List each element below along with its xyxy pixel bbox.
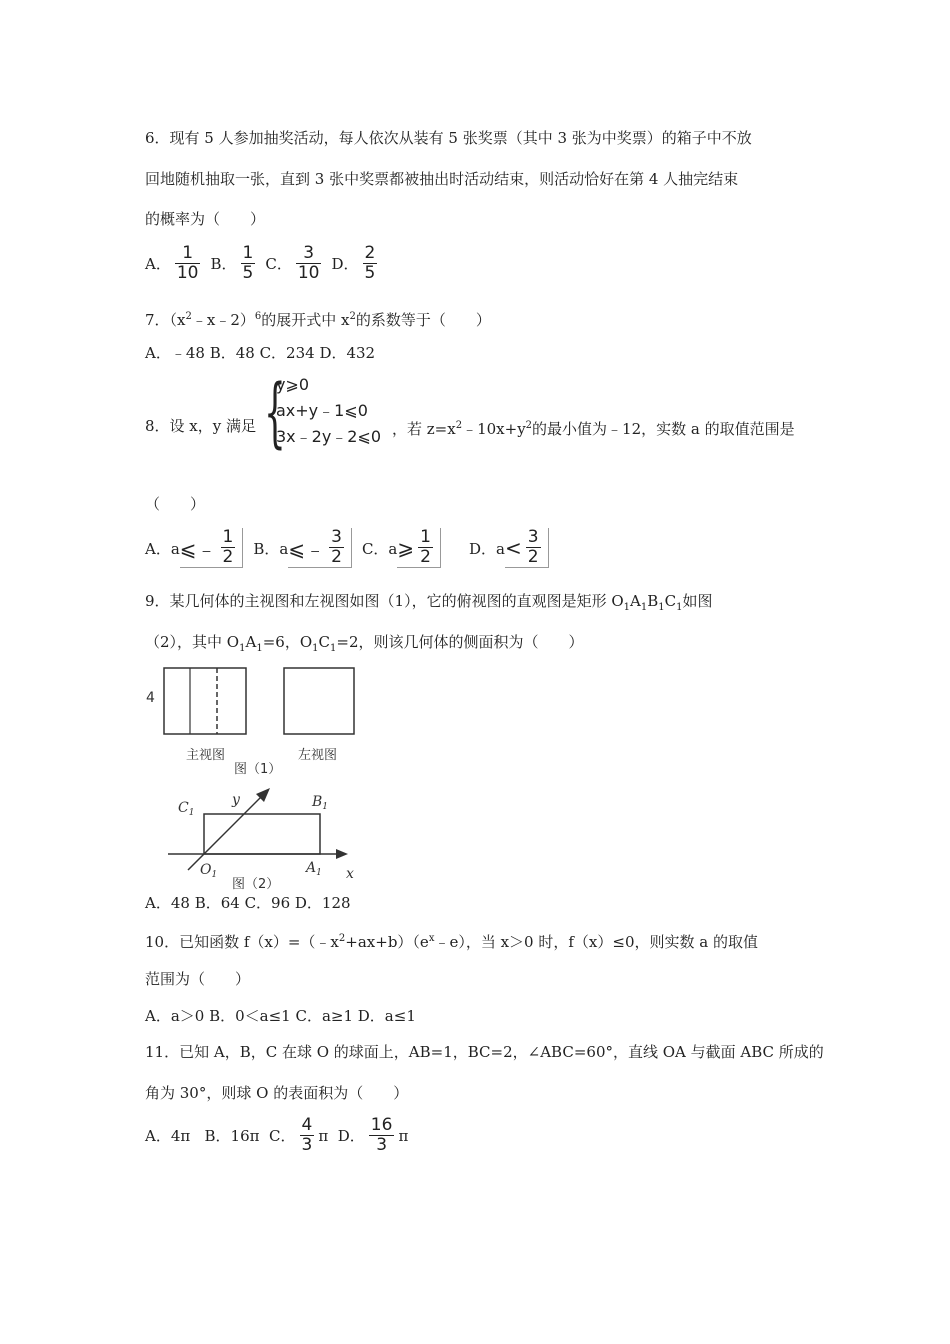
- q8-options: [145, 528, 555, 568]
- q6-option-a: [145, 244, 204, 283]
- q8-pre: 8．设 x，y 满足: [145, 417, 257, 435]
- q6-option-c: [265, 244, 325, 283]
- x-axis-arrow-icon: [336, 849, 348, 859]
- fraction: [296, 244, 322, 283]
- figure-2-intuitive-view: [160, 782, 370, 892]
- denominator: 10: [176, 263, 199, 283]
- q11-option-d-label: D．: [328, 1127, 365, 1145]
- fraction: [175, 244, 201, 283]
- q8-paren: （ ）: [145, 495, 206, 513]
- option-label: C．: [265, 255, 292, 273]
- inequality: y⩾0: [276, 375, 310, 394]
- y-axis-label: y: [232, 792, 240, 808]
- pi-symbol: π: [398, 1126, 409, 1145]
- q9-line1: 9．某几何体的主视图和左视图如图（1），它的俯视图的直观图是矩形 $O_1A_1B_1C_1$如图: [145, 592, 713, 613]
- q11-options: [145, 1116, 408, 1155]
- side-length-label: 4: [146, 690, 155, 706]
- point-a1-label: $A_1$: [306, 860, 322, 878]
- left-view-label: 左视图: [298, 748, 338, 763]
- numerator: 2: [364, 243, 376, 263]
- left-view-rect: [284, 668, 354, 734]
- fraction: [241, 244, 256, 283]
- inequality: ax+y﹣1⩽0: [276, 401, 368, 420]
- point-o1-label: $O_1$: [200, 862, 218, 880]
- figure-2-caption: 图（2）: [232, 877, 280, 892]
- q11-line2: 角为 30°，则球 O 的表面积为（ ）: [145, 1084, 409, 1102]
- q6-line2: 回地随机抽取一张，直到 3 张中奖票都被抽出时活动结束，则活动恰好在第 4 人抽完结束: [145, 170, 739, 188]
- q8-option-d: D．a < $\frac{3}{2}$: [469, 528, 549, 568]
- q6-line1: 6．现有 5 人参加抽奖活动，每人依次从装有 5 张奖票（其中 3 张为中奖票）的箱子中不放: [145, 129, 752, 147]
- figure-1-views: [140, 660, 370, 780]
- q11-option-c-fraction: $\frac{4}{3}$: [301, 1115, 313, 1155]
- rectangle-o1a1b1c1: [204, 814, 320, 854]
- q8-option-a: A．a ⩽﹣ $\frac{1}{2}$: [145, 528, 243, 568]
- q11-options-ab: A．4π B．16π C．: [145, 1127, 296, 1145]
- point-c1-label: $C_1$: [178, 800, 195, 818]
- brace-icon: {: [264, 367, 286, 456]
- q11-line1: 11．已知 A，B，C 在球 O 的球面上，AB=1，BC=2，∠ABC=60°，直线 OA 与截面 ABC 所成的: [145, 1043, 824, 1061]
- x-axis-label: x: [346, 866, 354, 882]
- denominator: 5: [364, 263, 376, 283]
- front-view-rect: [164, 668, 246, 734]
- denominator: 5: [242, 263, 254, 283]
- front-view-label: 主视图: [186, 748, 226, 763]
- fraction: [363, 244, 378, 283]
- figure-1-caption: 图（1）: [234, 762, 282, 777]
- point-b1-label: $B_1$: [312, 794, 329, 812]
- option-label: A．: [145, 255, 171, 273]
- numerator: 1: [182, 243, 194, 263]
- q6-option-b: [210, 244, 259, 283]
- q8-inequality-system: [264, 367, 382, 456]
- q9-line2: （2），其中 $O_1A_1=6$，$O_1C_1=2$，则该几何体的侧面积为（ ）: [145, 633, 584, 654]
- q8-option-c: C．a ⩾ $\frac{1}{2}$: [362, 528, 441, 568]
- numerator: 1: [242, 243, 254, 263]
- inequality: 3x﹣2y﹣2⩽0: [276, 427, 382, 446]
- option-label: B．: [210, 255, 237, 273]
- pi-symbol: π: [318, 1126, 329, 1145]
- q6-options: [145, 244, 387, 283]
- q8-post: ，若 $z=x^2﹣10x+y^2$的最小值为﹣12，实数 a 的取值范围是: [392, 420, 795, 438]
- q6-line3: 的概率为（ ）: [145, 210, 266, 228]
- q7-options: A．﹣48 B．48 C．234 D．432: [145, 344, 376, 362]
- q7-stem: 7．$(x^2﹣x﹣2)^6$的展开式中 $x^2$的系数等于（ ）: [145, 311, 491, 329]
- option-label: D．: [331, 255, 359, 273]
- q11-option-d-fraction: $\frac{16}{3}$: [370, 1115, 393, 1155]
- q6-option-d: [331, 244, 381, 283]
- q10-line2: 范围为（ ）: [145, 970, 251, 988]
- denominator: 10: [297, 263, 320, 283]
- y-axis: [188, 794, 264, 870]
- numerator: 3: [303, 243, 315, 263]
- q10-line1: 10．已知函数 $f(x)=(﹣x^2+ax+b)(e^x﹣e)$，当 x＞0 时，f（x）≤0，则实数 a 的取值: [145, 933, 758, 951]
- q9-options: A．48 B．64 C．96 D．128: [145, 894, 351, 912]
- q8-option-b: B．a ⩽﹣ $\frac{3}{2}$: [253, 528, 352, 568]
- q10-options: A．a＞0 B．0＜a≤1 C．a≥1 D．a≤1: [145, 1007, 416, 1025]
